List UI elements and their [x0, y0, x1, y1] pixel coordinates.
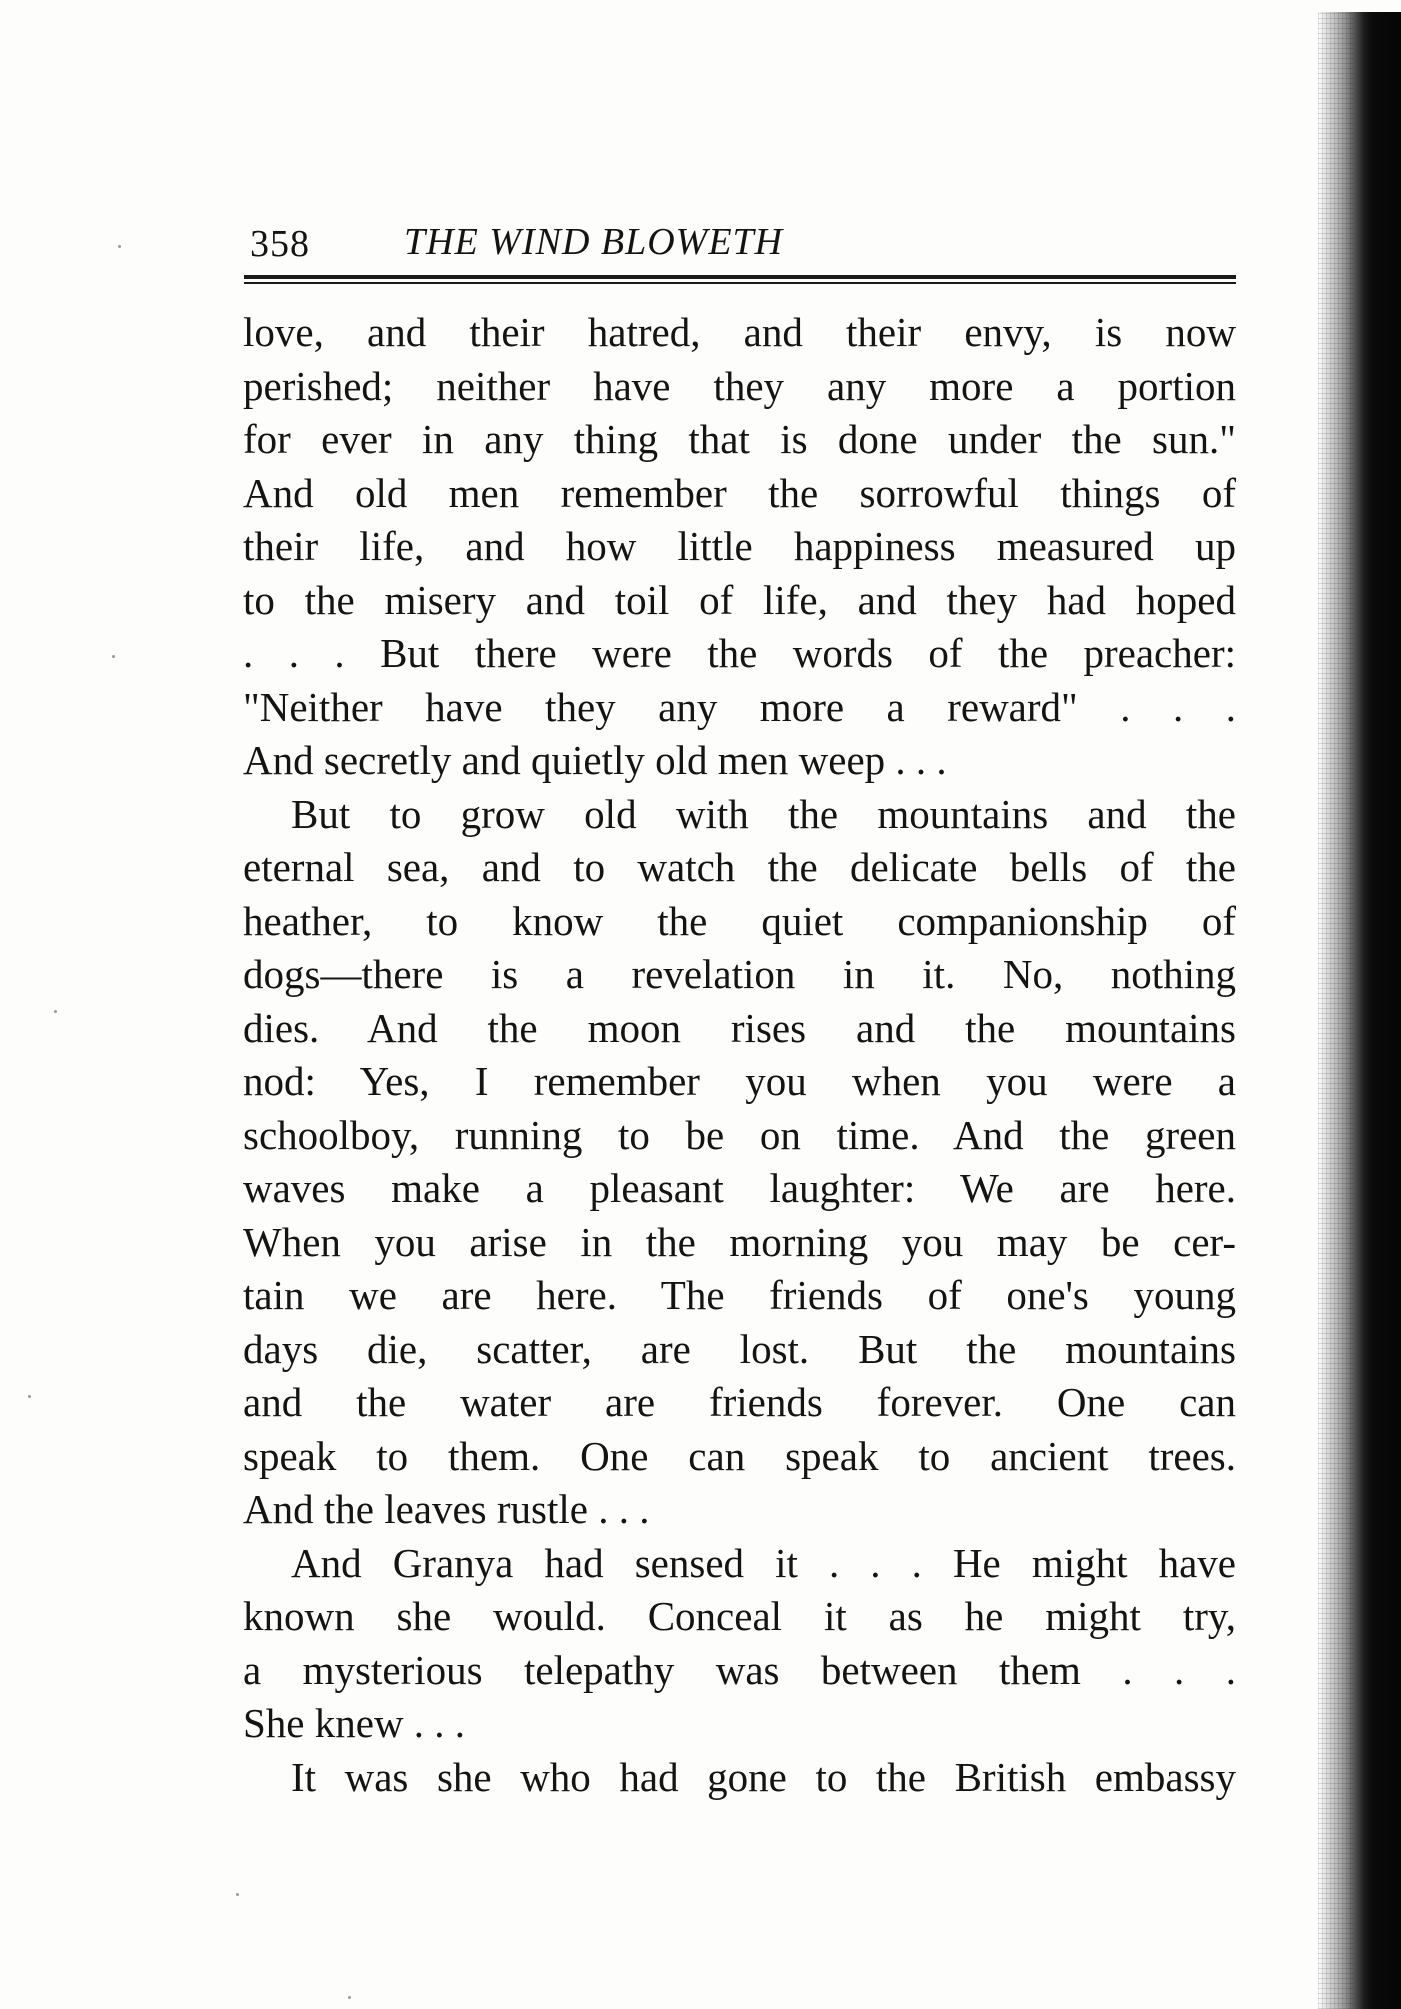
text-line: known she would. Conceal it as he might try,: [243, 1593, 1236, 1639]
page-spine-texture: [1318, 12, 1354, 2009]
text-line: perished; neither have they any more a portion: [243, 362, 1236, 409]
running-title: THE WIND BLOWETH: [404, 221, 784, 263]
text-line: nod: Yes, I remember you when you were a: [243, 1058, 1236, 1104]
header-rule-thick: [244, 275, 1236, 279]
text-line: their life, and how little happiness measured up: [243, 523, 1236, 569]
text-line: speak to them. One can speak to ancient trees.: [243, 1432, 1236, 1479]
text-line: dogs—there is a revelation in it. No, nothing: [243, 951, 1236, 997]
text-line: heather, to know the quiet companionship of: [243, 897, 1236, 944]
text-line: And the leaves rustle . . .: [243, 1486, 650, 1532]
text-line: days die, scatter, are lost. But the mountains: [243, 1325, 1236, 1372]
running-header: [242, 212, 1239, 272]
header-rule-thin: [244, 282, 1236, 284]
text-line: love, and their hatred, and their envy, is now: [243, 309, 1236, 355]
text-line: And secretly and quietly old men weep . . .: [243, 737, 947, 783]
text-line: It was she who had gone to the British embassy: [291, 1753, 1236, 1800]
text-line: tain we are here. The friends of one's young: [243, 1272, 1236, 1318]
text-line: She knew . . .: [243, 1700, 466, 1746]
text-line: schoolboy, running to be on time. And the green: [243, 1111, 1236, 1158]
text-line: "Neither have they any more a reward" . . .: [243, 683, 1236, 730]
text-line: and the water are friends forever. One can: [243, 1379, 1236, 1425]
text-line: dies. And the moon rises and the mountains: [243, 1004, 1236, 1051]
text-line: And Granya had sensed it . . . He might have: [291, 1539, 1236, 1586]
text-line: to the misery and toil of life, and they had hoped: [243, 576, 1236, 623]
text-line: And old men remember the sorrowful things of: [243, 469, 1236, 516]
text-line: But to grow old with the mountains and the: [291, 790, 1236, 837]
page-number: 358: [250, 223, 310, 265]
text-line: . . . But there were the words of the preacher:: [243, 630, 1236, 676]
text-line: a mysterious telepathy was between them . . .: [243, 1646, 1236, 1693]
text-line: for ever in any thing that is done under the sun.": [243, 416, 1236, 462]
body-text: [243, 306, 1236, 1804]
text-line: waves make a pleasant laughter: We are here.: [243, 1165, 1236, 1211]
text-line: When you arise in the morning you may be cer-: [243, 1218, 1236, 1265]
text-line: eternal sea, and to watch the delicate bells of the: [243, 844, 1236, 890]
